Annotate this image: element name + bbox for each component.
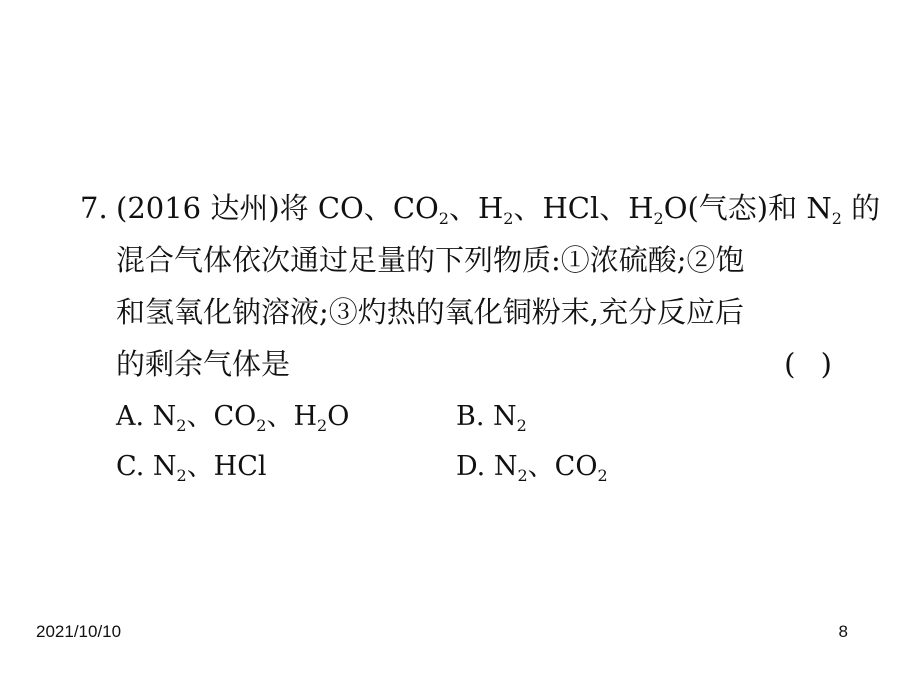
footer-date: 2021/10/10 — [36, 622, 122, 641]
q-text: 、HCl、H — [513, 191, 654, 225]
q-text: O(气态)和 N — [663, 191, 832, 225]
question-number: 7. — [80, 191, 108, 225]
subscript: 2 — [503, 209, 514, 228]
q-text: (2016 达州)将 CO、CO — [116, 191, 439, 225]
subscript: 2 — [831, 209, 842, 228]
page-number: 8 — [838, 622, 848, 641]
q-text: 、H — [448, 191, 504, 225]
option-b: B. $N_2$ — [456, 401, 527, 435]
subscript: 2 — [653, 209, 664, 228]
option-d: D. $N_2$、$CO_2$ — [456, 451, 608, 485]
option-a: A. $N_2$、$CO_2$、$H_2O$ — [116, 401, 350, 435]
q-text: 的 — [841, 191, 881, 225]
question-block — [80, 182, 881, 390]
options — [116, 392, 716, 492]
question-line-2: 混合气体依次通过足量的下列物质:①浓硫酸;②饱 — [116, 243, 745, 277]
answer-blank: ( ) — [784, 347, 840, 381]
question-line-4 — [80, 338, 840, 390]
question-line-3: 和氢氧化钠溶液;③灼热的氧化铜粉末,充分反应后 — [116, 295, 744, 329]
options-row-2 — [116, 442, 716, 492]
option-c: C. $N_2$、HCl — [116, 451, 267, 485]
subscript: 2 — [438, 209, 449, 228]
q-text: 的剩余气体是 — [116, 347, 291, 381]
question-line-1 — [80, 182, 881, 234]
options-row-1 — [116, 392, 716, 442]
